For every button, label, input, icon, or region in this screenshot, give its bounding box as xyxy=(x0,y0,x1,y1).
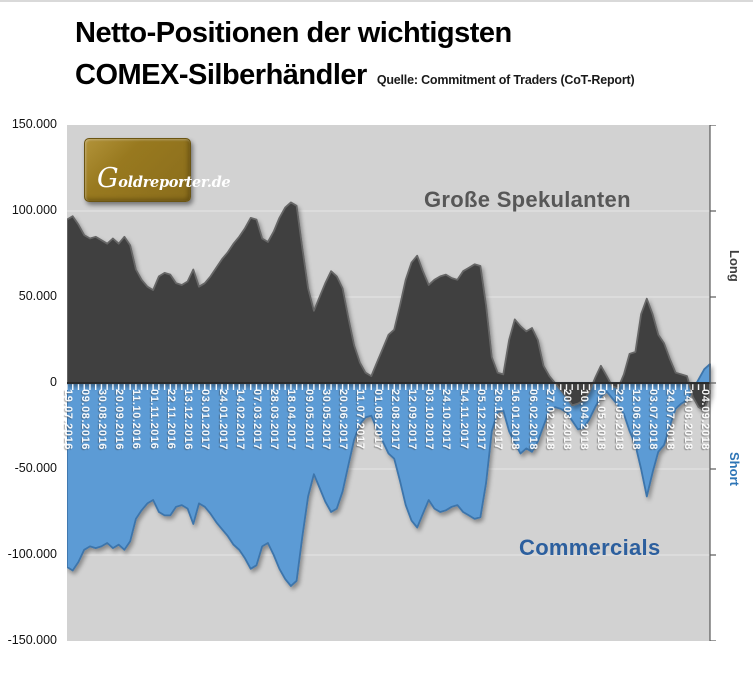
goldreporter-logo-text: Goldreporter.de xyxy=(97,163,231,194)
x-axis-date-label: 13.12.2016 xyxy=(182,389,195,451)
x-axis-date-label: 26.12.2017 xyxy=(492,389,505,451)
x-axis-date-label: 01.08.2017 xyxy=(371,389,384,451)
x-axis-date-label: 11.07.2017 xyxy=(354,389,367,450)
speculators-series-label: Große Spekulanten xyxy=(424,187,631,212)
x-axis-date-label: 14.08.2018 xyxy=(681,389,694,451)
y-axis-tick-label: 0 xyxy=(50,375,57,389)
short-axis-label: Short xyxy=(727,452,742,486)
x-axis-date-label: 03.10.2017 xyxy=(423,389,436,451)
x-axis-date-label: 22.08.2017 xyxy=(388,389,401,451)
x-axis-date-label: 12.06.2018 xyxy=(629,389,642,451)
x-axis-date-label: 10.04.2018 xyxy=(578,389,591,451)
x-axis-date-label: 01.11.2016 xyxy=(147,389,160,450)
x-axis-date-label: 30.05.2017 xyxy=(319,389,332,451)
x-axis-date-label: 09.08.2016 xyxy=(78,389,91,451)
x-axis-date-label: 22.11.2016 xyxy=(164,389,177,450)
y-axis-tick-label: -100.000 xyxy=(7,547,57,561)
x-axis-date-label: 28.03.2017 xyxy=(268,389,281,451)
x-axis-date-label: 07.03.2017 xyxy=(250,389,263,451)
x-axis-date-label: 11.10.2016 xyxy=(130,389,143,450)
x-axis-date-label: 05.12.2017 xyxy=(474,389,487,451)
x-axis-date-label: 20.03.2018 xyxy=(560,389,573,451)
y-axis-tick-label: 50.000 xyxy=(18,289,57,303)
chart-title-line2 xyxy=(75,54,735,101)
x-axis-date-label: 30.08.2016 xyxy=(95,389,108,451)
commercials-series-label: Commercials xyxy=(519,535,661,560)
x-axis-date-label: 20.09.2016 xyxy=(113,389,126,451)
x-axis-date-label: 24.10.2017 xyxy=(440,389,453,451)
x-axis-date-label: 14.11.2017 xyxy=(457,389,470,450)
goldreporter-logo xyxy=(84,138,231,202)
chart-source: Quelle: Commitment of Traders (CoT-Report) xyxy=(376,73,635,87)
x-axis-date-label: 06.02.2018 xyxy=(526,389,539,451)
y-axis-tick-label: -50.000 xyxy=(14,461,57,475)
series-area-speculators xyxy=(67,202,710,410)
x-axis-date-label: 18.04.2017 xyxy=(285,389,298,451)
x-axis-date-label: 27.02.2018 xyxy=(543,389,556,451)
x-axis-date-label: 22.05.2018 xyxy=(612,389,625,451)
x-axis-date-label: 16.01.2018 xyxy=(509,389,522,451)
x-axis-date-label: 24.07.2018 xyxy=(664,389,677,451)
x-axis-date-label: 01.05.2018 xyxy=(595,389,608,451)
y-axis-tick-label: 100.000 xyxy=(11,203,57,217)
x-axis-date-label: 03.01.2017 xyxy=(199,389,212,451)
chart-title-line1: Netto-Positionen der wichtigsten xyxy=(75,17,512,49)
x-axis-date-label: 09.05.2017 xyxy=(302,389,315,451)
chart-title-line2-text: COMEX-Silberhändler xyxy=(75,59,367,91)
title-block xyxy=(75,12,735,101)
long-axis-label: Long xyxy=(727,250,742,282)
y-axis-tick-label: -150.000 xyxy=(7,633,57,647)
x-axis-date-label: 24.01.2017 xyxy=(216,389,229,451)
x-axis-date-label: 03.07.2018 xyxy=(647,389,660,451)
x-axis-date-label: 20.06.2017 xyxy=(337,389,350,451)
y-axis-tick-label: 150.000 xyxy=(11,117,57,131)
x-axis-date-label: 12.09.2017 xyxy=(405,389,418,451)
x-axis-date-label: 04.09.2018 xyxy=(698,389,711,451)
x-axis-date-label: 19.07.2016 xyxy=(61,389,74,451)
x-axis-date-label: 14.02.2017 xyxy=(233,389,246,451)
